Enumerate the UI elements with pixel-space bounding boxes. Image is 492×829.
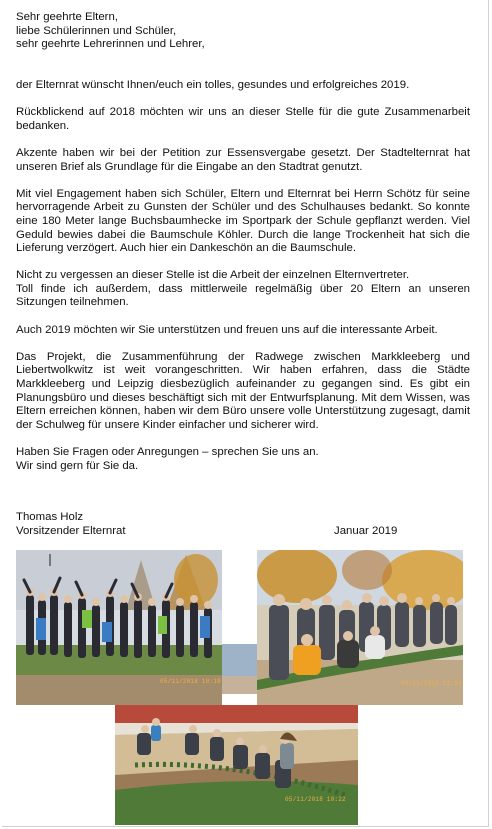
paragraph-hedge: Mit viel Engagement haben sich Schüler, Eltern und Elternrat bei Herrn Schötz für seine hervorragende Arbeit zu Gunsten der Schüler und des Schulhauses bedankt. So konnte eine 180 Meter lange Buchsbaumhecke im Sportpark der Schule gepflanzt werden. Viel Geduld bewies dabei die Baumschule Köhler. Durch die lange Trockenheit hat sich die Lieferung verzögert. Auch hier ein Dankeschön an die Baumschule. — [16, 187, 470, 255]
greeting-line: liebe Schülerinnen und Schüler, — [16, 24, 177, 37]
letter-date: Januar 2019 — [334, 524, 398, 537]
photo-group-hedge — [257, 550, 463, 705]
paragraph-bike-path: Das Projekt, die Zusammenführung der Radwege zwischen Markkleeberg und Liebertwolkwitz ist weit vorangeschritten. Wir haben erfahren, dass die Städte Markkleeberg und Leipzig diesbezüglich aufeinander zu gegangen sind. Es gibt ein Planungsbüro und dieses beschäftigt sich mit der Entwurfsplanung. Mit dem Wissen, was Eltern erreichen können, haben wir dem Büro unsere volle Unterstützung zugesagt, damit der Schulweg für unsere Kinder einfacher und sicherer wird. — [16, 350, 470, 431]
photo-timestamp: 05/11/2018 11:34 — [401, 680, 462, 687]
photo-sky-fragment — [222, 644, 257, 694]
paragraph-line: Haben Sie Fragen oder Anregungen – sprechen Sie uns an. — [16, 446, 319, 458]
paragraph-thanks: Rückblickend auf 2018 möchten wir uns an dieser Stelle für die gute Zusammenarbeit bedanken. — [16, 106, 470, 132]
greeting-line: sehr geehrte Lehrerinnen und Lehrer, — [16, 38, 205, 51]
photo-planting-image — [115, 705, 358, 825]
paragraph-contact — [16, 446, 470, 473]
signature-block — [16, 511, 470, 538]
paragraph-petition: Akzente haben wir bei der Petition zur Essensvergabe gesetzt. Der Stadtelternrat hat unseren Brief als Grundlage für die Eingabe an den Stadtrat genutzt. — [16, 146, 470, 173]
signature-name: Thomas Holz — [16, 511, 84, 523]
paragraph-line: Toll finde ich außerdem, dass mittlerweile regelmäßig über 20 Eltern an unseren Sitzungen teilnehmen. — [16, 282, 470, 309]
paragraph-line: Nicht zu vergessen an dieser Stelle ist die Arbeit der einzelnen Elternvertreter. — [16, 269, 410, 282]
paragraph-parent-reps — [16, 269, 470, 310]
signature-role: Vorsitzender Elternrat — [16, 524, 126, 537]
paragraph-support: Auch 2019 möchten wir Sie unterstützen und freuen uns auf die interessante Arbeit. — [16, 323, 438, 336]
greeting-line: Sehr geehrte Eltern, — [16, 11, 118, 23]
letter-body — [16, 11, 470, 487]
paragraph-line: Wir sind gern für Sie da. — [16, 459, 139, 472]
photo-timestamp: 05/11/2018 10:22 — [285, 796, 346, 803]
photo-planting — [115, 705, 358, 825]
photo-timestamp: 05/11/2018 10:19 — [160, 678, 221, 685]
paragraph-new-year: der Elternrat wünscht Ihnen/euch ein tolles, gesundes und erfolgreiches 2019. — [16, 78, 410, 91]
photo-group-cheering — [16, 550, 222, 705]
